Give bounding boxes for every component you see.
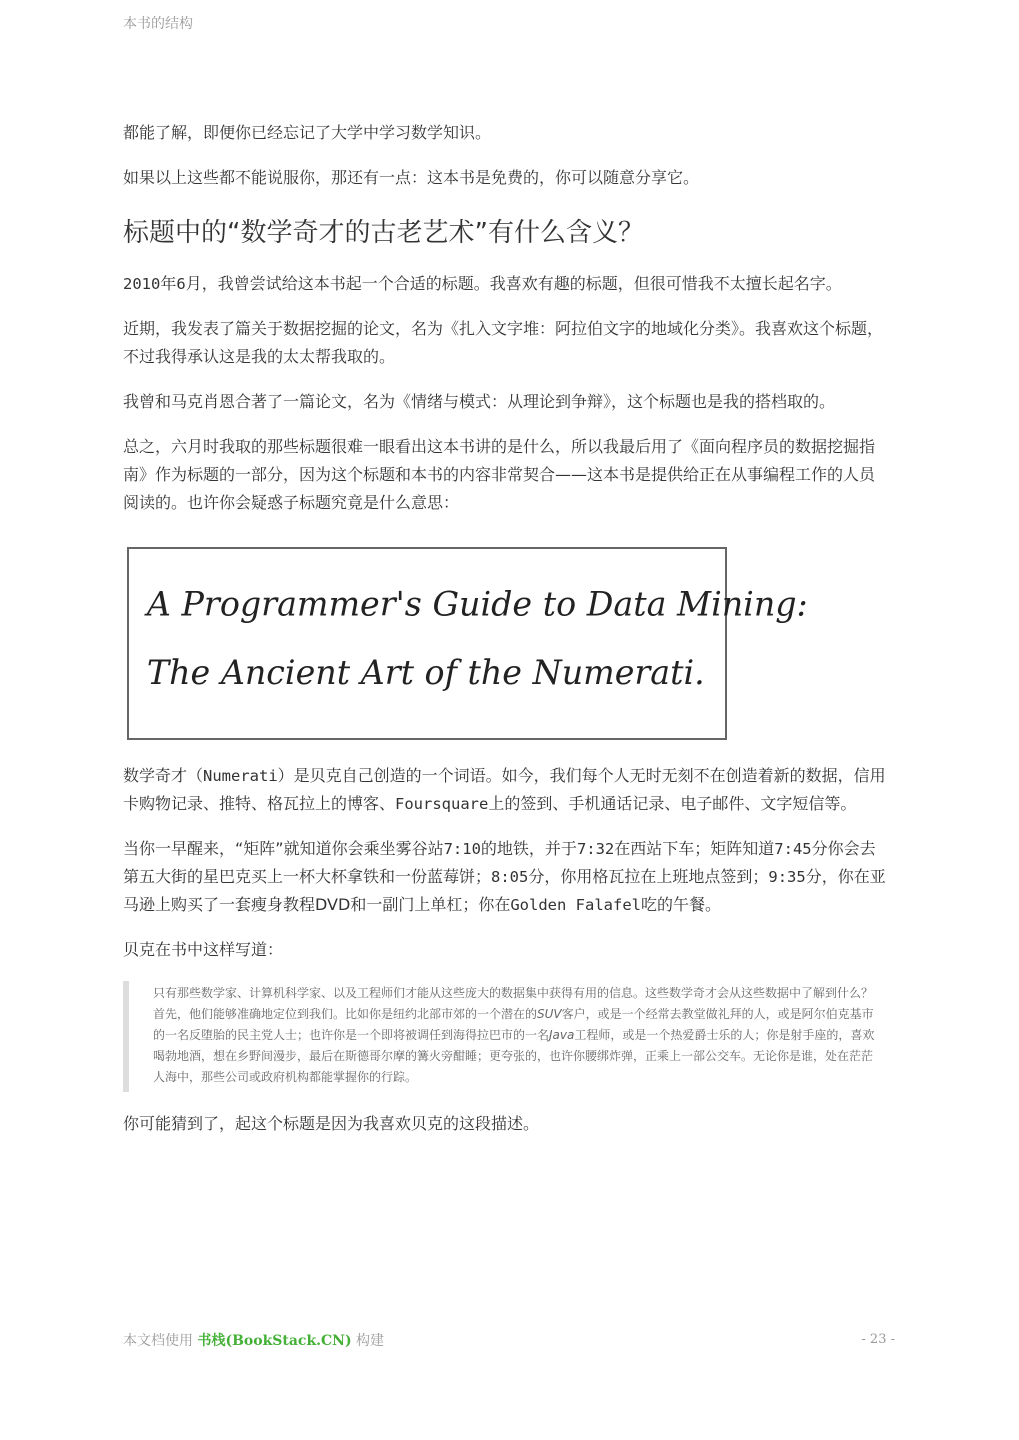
inline-number: 2010: [123, 275, 161, 293]
italic-run: SUV: [537, 1007, 562, 1021]
text-run: 分，你用格瓦拉在上班地点签到；: [528, 867, 769, 886]
paragraph: 近期，我发表了篇关于数据挖掘的论文，名为《扎入文字堆：阿拉伯文字的地域化分类》。我喜欢这个标题，不过我得承认这是我的太太帮我取的。: [123, 319, 884, 366]
text-run: 当你一早醒来，“矩阵”就知道你会乘坐雾谷站: [123, 839, 444, 858]
footer-suffix: 构建: [351, 1333, 385, 1349]
inline-time: 8:05: [491, 868, 529, 886]
text-run: 工程师，或是一个热爱爵士乐的人；你是射手座的，喜欢喝勃地酒，想在乡野间漫步，最后在斯德哥尔摩的篝火旁酣睡；更夸张的，也许你腰绑炸弹，正乘上一部公交车。无论你是谁，处在茫茫人海中，那些公司或政府机构都能掌握你的行踪。: [153, 1028, 875, 1084]
text-run: 月，我曾尝试给这本书起一个合适的标题。我喜欢有趣的标题，但很可惜我不太擅长起名字。: [185, 274, 842, 293]
text-run: 吃的午餐。: [641, 895, 722, 914]
italic-run: Java: [549, 1028, 575, 1042]
inline-time: 7:45: [774, 840, 812, 858]
calligraphy-line-1: A Programmer's Guide to Data Mining:: [146, 584, 808, 624]
bookstack-link[interactable]: 书栈(BookStack.CN): [197, 1333, 352, 1349]
paragraph: 贝克在书中这样写道：: [123, 940, 284, 959]
page-number: - 23 -: [861, 1332, 895, 1347]
paragraph: [123, 835, 889, 919]
inline-code: Numerati: [203, 767, 278, 785]
inline-time: 9:35: [768, 868, 806, 886]
paragraph: 都能了解，即便你已经忘记了大学中学习数学知识。: [123, 123, 492, 142]
text-run: 客户，或是一个经常去教堂做礼拜的人，或是阿尔伯克基市的一名反堕胎的民主党人士；也许你是一个即将被调任到海得拉巴市的一名: [153, 1007, 874, 1042]
paragraph: 总之，六月时我取的那些标题很难一眼看出这本书讲的是什么，所以我最后用了《面向程序员的数据挖掘指南》作为标题的一部分，因为这个标题和本书的内容非常契合——这本书是提供给正在从事编程工作的人员阅读的。也许你会疑惑子标题究竟是什么意思：: [123, 437, 876, 512]
text-run: 的地铁，并于: [480, 839, 577, 858]
inline-code: Foursquare: [395, 795, 489, 813]
paragraph: 我曾和马克肖恩合著了一篇论文，名为《情绪与模式：从理论到争辩》，这个标题也是我的搭档取的。: [123, 392, 836, 411]
title-calligraphy-image: [127, 547, 808, 740]
section-heading: 标题中的“数学奇才的古老艺术”有什么含义？: [123, 218, 644, 248]
calligraphy-line-2: The Ancient Art of the Numerati.: [146, 653, 705, 693]
text-run: 分，你在亚马逊上购买了一套瘦身教程: [123, 867, 886, 914]
paragraph: 你可能猜到了，起这个标题是因为我喜欢贝克的这段描述。: [123, 1114, 540, 1133]
text-run: 只有那些数学家、计算机科学家、以及工程师们才能从这些庞大的数据集中获得有用的信息。这些数学奇才会从这些数据中了解到什么？首先，他们能够准确地定位到我们。比如你是纽约北部市郊的一个潜在的: [153, 986, 874, 1021]
running-header: 本书的结构: [123, 16, 193, 32]
text-run: 在西站下车；矩阵知道: [614, 839, 775, 858]
inline-time: 7:32: [576, 840, 615, 858]
paragraph: [123, 762, 889, 818]
text-run: 数学奇才（: [123, 766, 204, 785]
blockquote: [123, 981, 889, 1092]
inline-time: 7:10: [443, 840, 481, 858]
text-run: 年: [160, 274, 177, 293]
paragraph: 如果以上这些都不能说服你，那还有一点：这本书是免费的，你可以随意分享它。: [123, 168, 700, 187]
text-run: 上的签到、手机通话记录、电子邮件、文字短信等。: [488, 794, 857, 813]
text-run: 分你会去第五大街的星巴克买上一杯大杯拿铁和一份蓝莓饼；: [123, 839, 876, 886]
footer-prefix: 本文档使用: [123, 1333, 198, 1349]
inline-number: 6: [176, 275, 186, 293]
page-content: [123, 119, 889, 1155]
text-run: 和一副门上单杠；你在: [350, 895, 511, 914]
inline-code: Golden Falafel: [510, 896, 641, 914]
paragraph: [123, 270, 889, 298]
text-run: ）是贝克自己创造的一个词语。如今，我们每个人无时无刻不在创造着新的数据，信用卡购物记录、推特、格瓦拉上的博客、: [123, 766, 886, 813]
text-run: DVD: [315, 895, 351, 914]
footer-credit: [123, 1330, 384, 1350]
